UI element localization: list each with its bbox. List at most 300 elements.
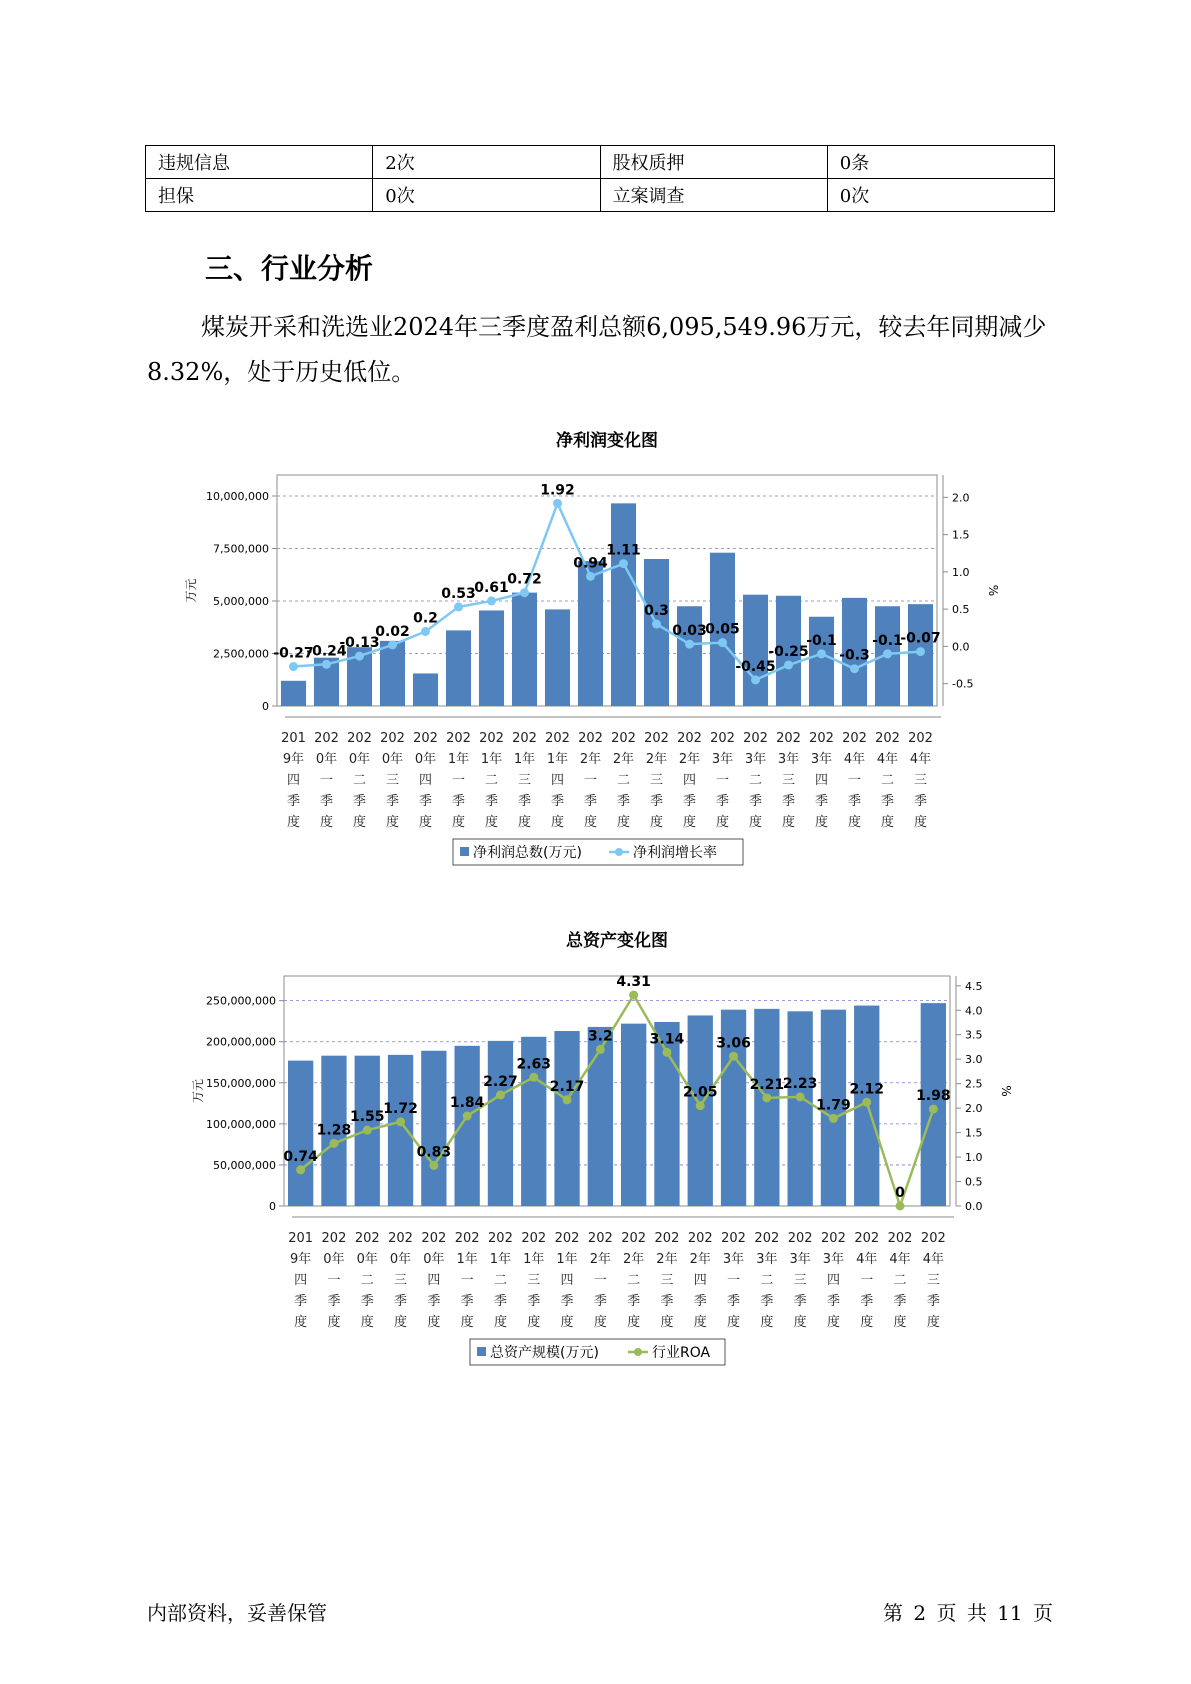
- bar: [512, 593, 537, 706]
- line-point: [596, 1045, 605, 1054]
- x-tick-label: 202: [908, 731, 933, 746]
- line-point: [662, 1048, 671, 1057]
- x-tick-label: 度: [385, 815, 400, 830]
- x-tick-label: 201: [288, 1231, 314, 1246]
- line-point: [817, 649, 826, 658]
- bar: [413, 673, 438, 706]
- bar: [754, 1009, 779, 1206]
- x-tick-label: 四: [826, 1273, 840, 1288]
- x-tick-label: 2年: [579, 752, 602, 767]
- x-tick-label: 度: [660, 1315, 674, 1330]
- table-cell: 2次: [373, 146, 600, 179]
- x-tick-label: 二: [616, 773, 631, 788]
- x-tick-label: 度: [715, 815, 730, 830]
- table-row: [146, 146, 1055, 179]
- y2-tick-label: 2.0: [952, 491, 970, 505]
- bar: [688, 1015, 713, 1206]
- y2-tick-label: 2.0: [965, 1102, 983, 1116]
- y-tick-label: 0: [269, 1200, 276, 1213]
- line-point: [463, 1111, 472, 1120]
- x-tick-label: 季: [793, 1294, 807, 1309]
- bar: [545, 609, 570, 706]
- data-label: -0.1: [872, 632, 903, 649]
- x-tick-label: 一: [727, 1273, 741, 1288]
- bar: [446, 630, 471, 706]
- x-tick-label: 2年: [612, 752, 635, 767]
- data-label: 2.63: [516, 1056, 552, 1073]
- data-label: -0.27: [273, 645, 314, 662]
- data-label: 3.2: [587, 1028, 613, 1045]
- y-tick-label: 7,500,000: [213, 542, 269, 556]
- data-label: 0.03: [672, 623, 707, 640]
- y-tick-label: 150,000,000: [206, 1076, 276, 1090]
- x-tick-label: 9年: [282, 752, 305, 767]
- x-tick-label: 季: [627, 1294, 641, 1309]
- y-axis-label: 万元: [191, 1078, 205, 1104]
- table-cell: 担保: [146, 179, 373, 212]
- total-assets-chart-svg: [0, 925, 1191, 1385]
- x-tick-label: 季: [286, 794, 301, 809]
- x-tick-label: 度: [286, 815, 301, 830]
- x-tick-label: 季: [893, 1294, 907, 1309]
- x-tick-label: 1年: [556, 1252, 578, 1267]
- x-tick-label: 四: [294, 1273, 308, 1288]
- info-table: [145, 145, 1055, 212]
- data-label: 0.72: [507, 571, 542, 588]
- x-tick-label: 二: [748, 773, 763, 788]
- bar: [809, 617, 834, 706]
- bar: [554, 1031, 579, 1206]
- line-point: [487, 596, 496, 605]
- x-tick-label: 季: [484, 794, 499, 809]
- x-tick-label: 202: [710, 731, 735, 746]
- y-axis-label: 万元: [184, 578, 198, 603]
- line-point: [862, 1098, 871, 1107]
- y-tick-label: 200,000,000: [206, 1035, 276, 1049]
- line-point: [850, 664, 859, 673]
- x-tick-label: 202: [446, 731, 471, 746]
- line-point: [896, 1202, 905, 1211]
- x-tick-label: 季: [826, 1294, 840, 1309]
- footer-page-number: 第 2 页 共 11 页: [883, 1601, 1053, 1625]
- data-label: 1.79: [816, 1097, 851, 1114]
- x-tick-label: 度: [560, 1315, 574, 1330]
- line-point: [829, 1114, 838, 1123]
- line-point: [729, 1052, 738, 1061]
- x-tick-label: 四: [814, 773, 829, 788]
- line-point: [429, 1161, 438, 1170]
- line-point: [718, 638, 727, 647]
- x-tick-label: 202: [611, 731, 636, 746]
- data-label: 2.12: [849, 1081, 885, 1098]
- x-tick-label: 202: [721, 1231, 746, 1246]
- x-tick-label: 三: [385, 773, 400, 788]
- net-profit-chart-svg: [0, 425, 1191, 885]
- x-tick-label: 三: [517, 773, 532, 788]
- x-tick-label: 202: [809, 731, 834, 746]
- line-point: [751, 675, 760, 684]
- x-tick-label: 202: [321, 1231, 347, 1246]
- x-tick-label: 1年: [447, 752, 470, 767]
- x-tick-label: 202: [587, 1231, 613, 1246]
- x-tick-label: 季: [727, 1294, 741, 1309]
- x-tick-label: 1年: [546, 752, 569, 767]
- x-tick-label: 三: [913, 773, 928, 788]
- x-tick-label: 0年: [414, 752, 437, 767]
- data-label: 0.61: [474, 579, 509, 596]
- x-tick-label: 度: [527, 1315, 541, 1330]
- y2-tick-label: 0.0: [952, 640, 970, 654]
- x-tick-label: 度: [352, 815, 367, 830]
- x-tick-label: 一: [583, 773, 598, 788]
- data-label: 0.3: [644, 603, 669, 620]
- line-point: [929, 1105, 938, 1114]
- x-tick-label: 2年: [623, 1252, 645, 1267]
- data-label: -0.07: [900, 630, 941, 647]
- chart-title: 净利润变化图: [556, 431, 658, 451]
- x-tick-label: 202: [920, 1231, 946, 1246]
- x-tick-label: 季: [715, 794, 730, 809]
- table-row: [146, 179, 1055, 212]
- x-tick-label: 季: [847, 794, 862, 809]
- x-tick-label: 季: [394, 1294, 408, 1309]
- x-tick-label: 二: [760, 1273, 774, 1288]
- x-tick-label: 202: [413, 731, 438, 746]
- y-tick-label: 250,000,000: [206, 994, 276, 1008]
- x-tick-label: 季: [583, 794, 598, 809]
- table-cell: 0次: [827, 179, 1054, 212]
- data-label: 0.94: [573, 555, 608, 572]
- x-tick-label: 季: [451, 794, 466, 809]
- x-tick-label: 2年: [645, 752, 668, 767]
- x-tick-label: 3年: [822, 1252, 845, 1267]
- x-tick-label: 三: [394, 1273, 408, 1288]
- legend-line-marker: [615, 848, 623, 856]
- x-tick-label: 202: [380, 731, 405, 746]
- y2-tick-label: 1.0: [965, 1151, 983, 1165]
- x-tick-label: 一: [860, 1273, 874, 1288]
- bar: [479, 610, 504, 706]
- x-tick-label: 一: [327, 1273, 341, 1288]
- x-tick-label: 四: [418, 773, 433, 788]
- line-point: [762, 1093, 771, 1102]
- x-tick-label: 度: [484, 815, 499, 830]
- x-tick-label: 季: [660, 1294, 674, 1309]
- x-tick-label: 度: [880, 815, 895, 830]
- x-tick-label: 度: [427, 1315, 441, 1330]
- line-point: [796, 1092, 805, 1101]
- line-point: [496, 1090, 505, 1099]
- x-tick-label: 3年: [777, 752, 800, 767]
- x-tick-label: 季: [814, 794, 829, 809]
- y-tick-label: 0: [262, 700, 269, 713]
- x-tick-label: 季: [418, 794, 433, 809]
- data-label: 2.17: [549, 1078, 585, 1095]
- table-cell: 立案调查: [600, 179, 827, 212]
- x-tick-label: 四: [682, 773, 697, 788]
- x-tick-label: 202: [578, 731, 603, 746]
- x-tick-label: 202: [488, 1231, 513, 1246]
- bar: [621, 1024, 646, 1206]
- bar: [578, 561, 603, 706]
- x-tick-label: 2年: [589, 1252, 611, 1267]
- bar: [677, 606, 702, 706]
- x-tick-label: 四: [693, 1273, 707, 1288]
- x-tick-label: 3年: [711, 752, 734, 767]
- x-tick-label: 度: [451, 815, 466, 830]
- x-tick-label: 3年: [722, 1252, 745, 1267]
- x-tick-label: 四: [427, 1273, 441, 1288]
- data-label: 2.23: [782, 1075, 818, 1092]
- x-tick-label: 季: [760, 1294, 774, 1309]
- x-tick-label: 季: [327, 1294, 341, 1309]
- data-label: 1.92: [540, 482, 575, 499]
- line-point: [916, 647, 925, 656]
- y2-axis-label: %: [986, 584, 1000, 597]
- x-tick-label: 季: [860, 1294, 874, 1309]
- x-tick-label: 度: [793, 1315, 807, 1330]
- data-label: 2.27: [483, 1073, 518, 1090]
- y2-tick-label: 3.0: [965, 1053, 983, 1067]
- x-tick-label: 度: [517, 815, 532, 830]
- x-tick-label: 度: [394, 1315, 408, 1330]
- data-label: 3.06: [716, 1035, 751, 1052]
- bar: [611, 503, 636, 706]
- data-label: 1.84: [449, 1094, 485, 1111]
- bar: [921, 1003, 946, 1206]
- x-tick-label: 季: [649, 794, 664, 809]
- x-tick-label: 202: [347, 731, 372, 746]
- y-tick-label: 50,000,000: [213, 1158, 276, 1172]
- x-tick-label: 度: [748, 815, 763, 830]
- line-point: [296, 1165, 305, 1174]
- x-tick-label: 1年: [456, 1252, 478, 1267]
- x-tick-label: 一: [460, 1273, 474, 1288]
- x-tick-label: 度: [616, 815, 631, 830]
- data-label: 3.14: [649, 1031, 685, 1048]
- x-tick-label: 季: [360, 1294, 374, 1309]
- line-point: [421, 627, 430, 636]
- x-tick-label: 二: [880, 773, 895, 788]
- x-tick-label: 202: [654, 1231, 680, 1246]
- x-tick-label: 季: [517, 794, 532, 809]
- data-label: -0.24: [306, 643, 347, 660]
- x-tick-label: 202: [776, 731, 801, 746]
- line-point: [586, 572, 595, 581]
- x-tick-label: 度: [593, 1315, 607, 1330]
- y2-tick-label: 1.5: [965, 1126, 983, 1140]
- x-tick-label: 度: [649, 815, 664, 830]
- x-tick-label: 0年: [423, 1252, 445, 1267]
- x-tick-label: 度: [693, 1315, 707, 1330]
- net-profit-chart: [0, 425, 1191, 885]
- line-point: [563, 1095, 572, 1104]
- x-tick-label: 度: [727, 1315, 741, 1330]
- x-tick-label: 季: [560, 1294, 574, 1309]
- x-tick-label: 4年: [922, 1252, 944, 1267]
- data-label: 0: [895, 1185, 905, 1201]
- x-tick-label: 季: [880, 794, 895, 809]
- data-label: -0.3: [839, 647, 870, 664]
- x-tick-label: 202: [354, 1231, 380, 1246]
- line-point: [322, 660, 331, 669]
- x-tick-label: 度: [327, 1315, 341, 1330]
- x-tick-label: 季: [926, 1294, 940, 1309]
- y2-tick-label: 1.0: [952, 565, 970, 579]
- x-tick-label: 3年: [810, 752, 833, 767]
- x-tick-label: 季: [319, 794, 334, 809]
- data-label: -0.25: [768, 644, 809, 661]
- x-tick-label: 度: [913, 815, 928, 830]
- footer-confidential: 内部资料，妥善保管: [147, 1601, 327, 1625]
- data-label: 1.11: [606, 542, 641, 559]
- x-tick-label: 度: [319, 815, 334, 830]
- x-tick-label: 四: [550, 773, 565, 788]
- x-tick-label: 202: [677, 731, 702, 746]
- y-tick-label: 10,000,000: [206, 490, 269, 503]
- x-tick-label: 2年: [678, 752, 701, 767]
- data-label: 0.05: [705, 621, 740, 638]
- analysis-paragraph: 煤炭开采和洗选业2024年三季度盈利总额6,095,549.96万元，较去年同期减少8.32%，处于历史低位。: [147, 313, 1047, 386]
- x-tick-label: 度: [627, 1315, 641, 1330]
- bar: [644, 559, 669, 706]
- x-tick-label: 202: [787, 1231, 813, 1246]
- x-tick-label: 202: [644, 731, 669, 746]
- bar: [743, 595, 768, 706]
- x-tick-label: 一: [451, 773, 466, 788]
- data-label: 0.74: [283, 1148, 318, 1165]
- line-point: [396, 1117, 405, 1126]
- y2-tick-label: 4.5: [965, 979, 983, 993]
- x-tick-label: 0年: [348, 752, 371, 767]
- x-tick-label: 度: [583, 815, 598, 830]
- x-tick-label: 季: [682, 794, 697, 809]
- x-tick-label: 0年: [381, 752, 404, 767]
- y2-tick-label: 0.5: [952, 603, 970, 617]
- x-tick-label: 3年: [756, 1252, 778, 1267]
- line-point: [363, 1126, 372, 1135]
- x-tick-label: 度: [294, 1315, 308, 1330]
- x-tick-label: 3年: [789, 1252, 811, 1267]
- y-tick-label: 100,000,000: [206, 1117, 276, 1131]
- x-tick-label: 二: [893, 1273, 907, 1288]
- x-tick-label: 4年: [843, 752, 866, 767]
- line-point: [454, 602, 463, 611]
- plot-frame: [277, 475, 937, 706]
- x-tick-label: 四: [286, 773, 301, 788]
- x-tick-label: 度: [682, 815, 697, 830]
- line-point: [652, 620, 661, 629]
- x-tick-label: 202: [842, 731, 867, 746]
- x-tick-label: 202: [545, 731, 570, 746]
- data-label: -0.45: [735, 658, 776, 675]
- x-tick-label: 202: [754, 1231, 780, 1246]
- y2-tick-label: 4.0: [965, 1004, 983, 1018]
- x-tick-label: 季: [527, 1294, 541, 1309]
- x-tick-label: 度: [926, 1315, 940, 1330]
- x-tick-label: 4年: [876, 752, 899, 767]
- x-tick-label: 度: [550, 815, 565, 830]
- table-cell: 违规信息: [146, 146, 373, 179]
- x-tick-label: 202: [512, 731, 537, 746]
- line-point: [329, 1139, 338, 1148]
- data-label: 1.28: [316, 1122, 352, 1139]
- x-tick-label: 度: [460, 1315, 474, 1330]
- data-label: 0.83: [416, 1144, 452, 1161]
- x-tick-label: 三: [527, 1273, 541, 1288]
- table-cell: 0条: [827, 146, 1054, 179]
- x-tick-label: 三: [793, 1273, 807, 1288]
- chart-title: 总资产变化图: [566, 931, 668, 951]
- x-tick-label: 202: [479, 731, 504, 746]
- x-tick-label: 202: [554, 1231, 580, 1246]
- bar: [787, 1011, 812, 1206]
- y2-tick-label: 1.5: [952, 528, 970, 542]
- x-tick-label: 202: [854, 1231, 880, 1246]
- x-tick-label: 1年: [523, 1252, 545, 1267]
- x-tick-label: 一: [847, 773, 862, 788]
- x-tick-label: 季: [493, 1294, 507, 1309]
- x-tick-label: 2年: [689, 1252, 711, 1267]
- x-tick-label: 1年: [513, 752, 536, 767]
- line-point: [388, 640, 397, 649]
- line-point: [696, 1101, 705, 1110]
- total-assets-chart: [0, 925, 1191, 1385]
- x-tick-label: 二: [352, 773, 367, 788]
- x-tick-label: 度: [893, 1315, 907, 1330]
- line-point: [619, 559, 628, 568]
- x-tick-label: 季: [385, 794, 400, 809]
- data-label: 0.02: [375, 623, 410, 640]
- x-tick-label: 4年: [909, 752, 932, 767]
- line-point: [520, 588, 529, 597]
- y2-axis-label: %: [999, 1085, 1013, 1097]
- data-label: 0.2: [413, 610, 438, 627]
- x-tick-label: 季: [593, 1294, 607, 1309]
- y2-tick-label: 3.5: [965, 1028, 983, 1042]
- x-tick-label: 度: [760, 1315, 774, 1330]
- x-tick-label: 1年: [480, 752, 503, 767]
- x-tick-label: 季: [748, 794, 763, 809]
- table-cell: 0次: [373, 179, 600, 212]
- section-title: 三、行业分析: [205, 252, 374, 285]
- data-label: 1.72: [383, 1100, 418, 1117]
- data-label: -0.1: [806, 632, 837, 649]
- x-tick-label: 202: [421, 1231, 447, 1246]
- line-point: [629, 991, 638, 1000]
- y2-tick-label: 0.5: [965, 1175, 983, 1189]
- line-point: [685, 640, 694, 649]
- x-tick-label: 202: [454, 1231, 480, 1246]
- legend-bar-label: 净利润总数(万元): [473, 845, 582, 861]
- x-tick-label: 2年: [656, 1252, 678, 1267]
- x-tick-label: 0年: [315, 752, 338, 767]
- data-label: -0.13: [339, 635, 380, 652]
- x-tick-label: 三: [926, 1273, 940, 1288]
- line-point: [529, 1073, 538, 1082]
- y2-tick-label: 2.5: [965, 1077, 983, 1091]
- line-point: [289, 662, 298, 671]
- x-tick-label: 9年: [290, 1252, 312, 1267]
- data-label: 2.05: [682, 1084, 718, 1101]
- x-tick-label: 202: [521, 1231, 547, 1246]
- x-tick-label: 四: [560, 1273, 574, 1288]
- x-tick-label: 季: [460, 1294, 474, 1309]
- x-tick-label: 度: [781, 815, 796, 830]
- x-tick-label: 度: [847, 815, 862, 830]
- bar: [388, 1055, 413, 1206]
- x-tick-label: 季: [294, 1294, 308, 1309]
